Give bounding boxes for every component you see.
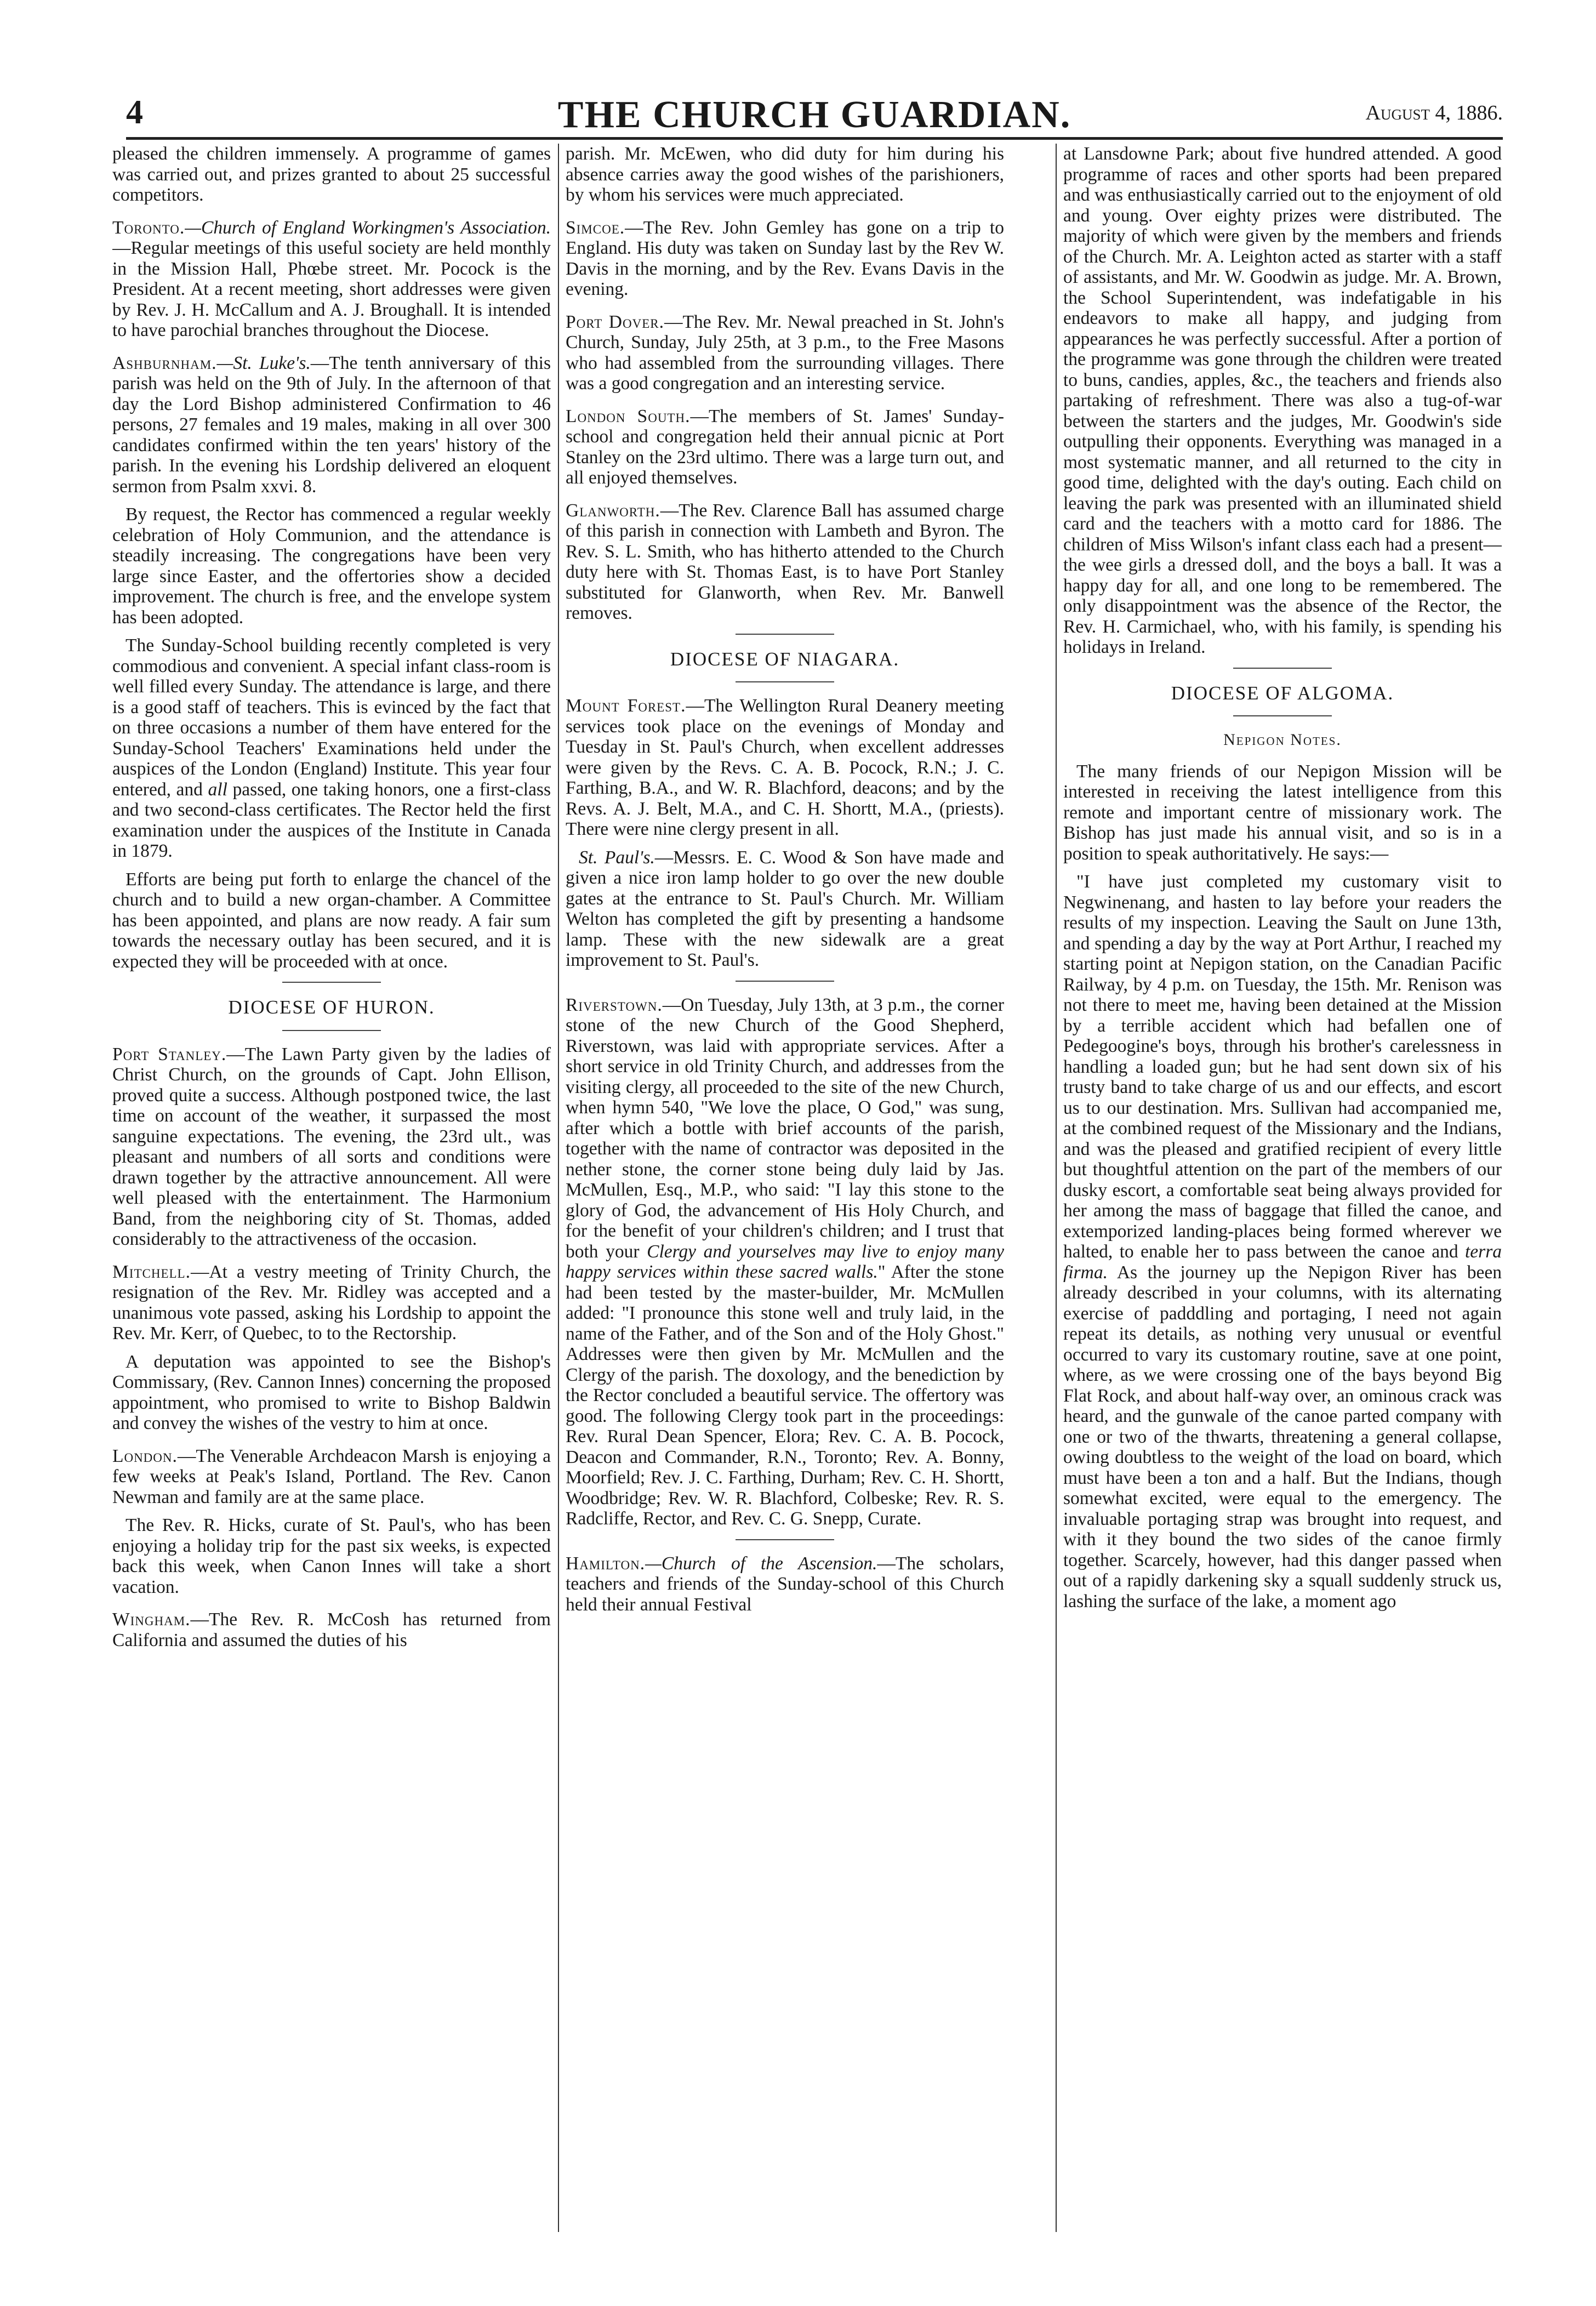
article-body: —Regular meetings of this useful society are held monthly in the Mission Hall, Phœbe street. Mr. Pocock is the President. At a recent meeting, short addresses were given by Rev. J. H. McCallum and A. J. Broughall. It is intended to have parochial branches throughout the Diocese. bbox=[112, 238, 551, 340]
article-body: —The Rev. Clarence Ball has assumed charge of this parish in connection with Lambeth and Byron. The Rev. S. L. Smith, who has hitherto attended to the Church duty here with St. Thomas East, is to have Port Stanley substituted for Glanworth, when Rev. Mr. Banwell removes. bbox=[566, 500, 1004, 623]
subheading-nepigon-notes: Nepigon Notes. bbox=[1223, 731, 1342, 749]
column-1 bbox=[112, 144, 551, 2232]
article-body: —The scholars, teachers and friends of the Sunday-school of this Church held their annual Festival bbox=[566, 1553, 1004, 1615]
header-rule bbox=[126, 137, 1503, 140]
article-body: —The Lawn Party given by the ladies of Christ Church, on the grounds of Capt. John Ellison, proved quite a success. Although postponed twice, the last time on account of the weather, it surpassed the most sanguine expectations. The evening, the 23rd ult., was pleasant and numbers of all sorts and conditions were drawn together by the attractive announcement. All were well pleased with the entertainment. The Harmonium Band, from the neighboring city of St. Thomas, added considerably to the attractiveness of the occasion. bbox=[112, 1044, 551, 1249]
section-heading-niagara: DIOCESE OF NIAGARA. bbox=[670, 648, 900, 670]
place-heading: Hamilton. bbox=[566, 1553, 646, 1574]
text-run: The Sunday-School building recently completed is very commodious and convenient. A special infant class-room is well filled every Sunday. The attendance is large, and there is a good staff of teachers. This is evinced by the fact that on three occasions a number of them have entered for the Sunday-School Teachers' Examinations held under the auspices of the London (England) Institute. This year four entered, and bbox=[112, 635, 551, 800]
article-st-pauls bbox=[566, 847, 1004, 971]
article-port-stanley bbox=[112, 1044, 551, 1250]
article-subtitle: St. Paul's. bbox=[579, 847, 655, 868]
article-hamilton bbox=[566, 1553, 1004, 1615]
article-london-south bbox=[566, 406, 1004, 488]
place-heading: Glanworth. bbox=[566, 500, 660, 521]
article-body: —At a vestry meeting of Trinity Church, the resignation of the Rev. Mr. Ridley was accepted and a unanimous vote passed, asking his Lordship to appoint the Rev. Mr. Kerr, of Quebec, to to the Rectorship. bbox=[112, 1261, 551, 1343]
article-ashburnham bbox=[112, 353, 551, 497]
section-rule bbox=[1233, 668, 1332, 669]
emphasis: terra firma. bbox=[1063, 1242, 1502, 1283]
place-heading: Port Stanley. bbox=[112, 1044, 227, 1064]
article-body: —The Rev. Mr. Newal preached in St. John's Church, Sunday, July 25th, at 3 p.m., to the Free Masons who had assembled from the surrounding villages. There was a good congregation and an interesting service. bbox=[566, 311, 1004, 394]
place-heading: Ashburnham. bbox=[112, 352, 217, 373]
section-rule bbox=[736, 681, 834, 682]
article-glanworth bbox=[566, 500, 1004, 624]
place-heading: Mount Forest. bbox=[566, 696, 686, 716]
place-heading: Toronto. bbox=[112, 217, 185, 238]
article-mitchell bbox=[112, 1262, 551, 1344]
place-heading: Riverstown. bbox=[566, 994, 663, 1015]
paragraph: The many friends of our Nepigon Mission will be interested in receiving the latest intelligence from this remote and important centre of missionary work. The Bishop has just made his annual visit, and so is in a position to speak authoritatively. He says:— bbox=[1063, 761, 1502, 864]
article-body: —The Wellington Rural Deanery meeting services took place on the evenings of Monday and Tuesday in St. Paul's Church, when excellent addresses were given by the Revs. C. A. B. Pocock, R.N.; J. C. Farthing, B.A., and W. R. Blachford, deacons; and by the Revs. A. J. Belt, M.A., and C. H. Shortt, M.A., (priests). There were nine clergy present in all. bbox=[566, 696, 1004, 839]
article-mount-forest bbox=[566, 696, 1004, 840]
column-rule bbox=[558, 144, 559, 2232]
place-heading: London. bbox=[112, 1445, 178, 1466]
page-number: 4 bbox=[126, 94, 143, 131]
text-run: passed, one taking honors, one a first-class and two second-class certificates. The Rector held the first examination under the auspices of the Institute in Canada in 1879. bbox=[112, 779, 551, 861]
article-body: —On Tuesday, July 13th, at 3 p.m., the corner stone of the new Church of the Good Shepherd, Riverstown, was laid with appropriate services. After a short service in old Trinity Church, and addresses from the visiting clergy, all proceeded to the site of the new Church, when hymn 540, "We love the place, O God," was sung, after which a bottle with brief accounts of the parish, together with the name of contractor was deposited in the nether stone, the corner stone being duly laid by Jas. McMullen, Esq., M.P., who said: "I lay this stone to the glory of God, the advancement of His Holy Church, and for the benefit of your children's children; and I trust that both your bbox=[566, 994, 1004, 1262]
article-subtitle: —Church of England Workingmen's Association. bbox=[185, 217, 551, 238]
emphasis: all bbox=[208, 779, 227, 800]
article-body: —The Venerable Archdeacon Marsh is enjoying a few weeks at Peak's Island, Portland. The Rev. Canon Newman and family are at the same place. bbox=[112, 1445, 551, 1507]
paragraph: pleased the children immensely. A programme of games was carried out, and prizes granted to about 25 successful competitors. bbox=[112, 144, 551, 205]
paragraph: By request, the Rector has commenced a regular weekly celebration of Holy Communion, and the attendance is steadily increasing. The congregations have been very large since Easter, and the offertories show a decided improvement. The church is free, and the envelope system has been adopted. bbox=[112, 504, 551, 628]
section-rule bbox=[1233, 715, 1332, 716]
article-subtitle: —St. Luke's. bbox=[216, 352, 311, 373]
paragraph: The Rev. R. Hicks, curate of St. Paul's, who has been enjoying a holiday trip for the past six weeks, is expected back this week, when Canon Innes will take a short vacation. bbox=[112, 1515, 551, 1597]
place-heading: London South. bbox=[566, 406, 691, 426]
column-rule bbox=[1056, 144, 1057, 2232]
section-rule bbox=[736, 634, 834, 635]
article-body: —The Rev. John Gemley has gone on a trip to England. His duty was taken on Sunday last by the Rev W. Davis in the morning, and by the Rev. Evans Davis in the evening. bbox=[566, 217, 1004, 299]
article-body: —The members of St. James' Sunday-school and congregation held their annual picnic at Port Stanley on the 23rd ultimo. There was a large turn out, and all enjoyed themselves. bbox=[566, 406, 1004, 488]
article-body: " After the stone had been tested by the master-builder, Mr. McMullen added: "I pronounce this stone well and truly laid, in the name of the Father, and of the Son and of the Holy Ghost." Addresses were then given by Mr. McMullen and the Clergy of the parish. The doxology, and the benediction by the Rector concluded a beautiful service. The offertory was good. The following Clergy took part in the proceedings: Rev. Rural Dean Spencer, Elora; Rev. C. A. B. Pocock, Deacon and Commander, R.N., Toronto; Rev. A. Bonny, Moorfield; Rev. J. C. Farthing, Durham; Rev. C. H. Shortt, Woodbridge; Rev. W. R. Blachford, Colbeske; Rev. R. S. Radcliffe, Rector, and Rev. C. G. Snepp, Curate. bbox=[566, 1262, 1004, 1529]
article-wingham bbox=[112, 1609, 551, 1650]
place-heading: Port Dover. bbox=[566, 311, 664, 332]
column-2 bbox=[566, 144, 1004, 2232]
article-london bbox=[112, 1446, 551, 1508]
section-heading-algoma: DIOCESE OF ALGOMA. bbox=[1171, 682, 1394, 704]
article-simcoe bbox=[566, 218, 1004, 300]
section-heading-huron: DIOCESE OF HURON. bbox=[228, 997, 435, 1018]
paragraph: A deputation was appointed to see the Bishop's Commissary, (Rev. Cannon Innes) concerning the proposed appointment, who promised to write to Bishop Baldwin and convey the wishes of the vestry to him at once. bbox=[112, 1351, 551, 1433]
emphasis: Clergy and yourselves may live to enjoy many happy services within these sacred walls. bbox=[566, 1241, 1004, 1282]
section-rule bbox=[282, 982, 381, 983]
text-run: As the journey up the Nepigon River has been already described in your columns, with its alternating exercise of padddling and portaging, I need not again repeat its details, as nothing very unusual or eventful occurred to vary its customary routine, save at one point, where, as we were crossing one of the bays beyond Big Flat Rock, and about half-way over, an ominous crack was heard, and the gunwale of the canoe parted company with one or two of the thwarts, threatening a general collapse, owing doubtless to the weight of the load on board, which must have been a ton and a half. But the Indians, though somewhat excited, were equal to the emergency. The invaluable portaging strap was brought into request, and with it they bound the two sides of the canoe firmly together. Scarcely, however, had this danger passed when out of a rapidly darkening sky a squall suddenly struck us, lashing the surface of the lake, a moment ago bbox=[1063, 1262, 1502, 1612]
paragraph: parish. Mr. McEwen, who did duty for him during his absence carries away the good wishes of the parishioners, by whom his services were much appreciated. bbox=[566, 144, 1004, 205]
article-riverstown bbox=[566, 995, 1004, 1529]
section-rule bbox=[736, 981, 834, 982]
section-rule bbox=[282, 1030, 381, 1031]
article-body: —Messrs. E. C. Wood & Son have made and given a nice iron lamp holder to go over the new double gates at the entrance to St. Paul's Church. Mr. William Welton has completed the gift by presenting a handsome lamp. These with the new sidewalk are a great improvement to St. Paul's. bbox=[566, 847, 1004, 970]
paragraph bbox=[112, 635, 551, 862]
place-heading: Wingham. bbox=[112, 1609, 191, 1630]
article-body: —The tenth anniversary of this parish was held on the 9th of July. In the afternoon of that day the Lord Bishop administered Confirmation to 46 persons, 27 females and 19 males, making in all over 300 candidates confirmed within the ten years' history of the parish. In the evening his Lordship delivered an eloquent sermon from Psalm xxvi. 8. bbox=[112, 352, 551, 497]
paper-title: THE CHURCH GUARDIAN. bbox=[557, 94, 1071, 136]
paragraph bbox=[1063, 872, 1502, 1612]
place-heading: Mitchell. bbox=[112, 1261, 191, 1282]
issue-date: August 4, 1886. bbox=[1365, 101, 1503, 124]
text-run: "I have just completed my customary visit to Negwinenang, and hasten to lay before your readers the results of my inspection. Leaving the Sault on June 13th, and spending a day by the way at Port Arthur, I reached my starting point at Nepigon station, on the Canadian Pacific Railway, by 4 p.m. on Tuesday, the 15th. Mr. Renison was not there to meet me, having been detained at the Mission by a terrible accident which had befallen one of Pedegoogine's boys, through his brother's carelessness in handling a loaded gun; but he had sent down six of his trusty band to take charge of us and our effects, and escort us to our destination. Mrs. Sullivan had accompanied me, at the combined request of the Missionary and the Indians, and was the pleased and gratified recipient of every little but thoughtful attention on the part of the members of our dusky escort, a comfortable seat being always provided for her among the mass of baggage that filled the canoe, and extemporized landing-places being formed wherever we halted, to enable her to pass between the canoe and bbox=[1063, 872, 1502, 1262]
article-body: —The Rev. R. McCosh has returned from California and assumed the duties of his bbox=[112, 1609, 551, 1650]
paragraph: at Lansdowne Park; about five hundred attended. A good programme of races and other sports had been prepared and was enthusiastically carried out to the enjoyment of old and young. Over eighty prizes were distributed. The majority of which were given by the members and friends of the Church. Mr. A. Leighton acted as starter with a staff of assistants, and Mr. W. Goodwin as judge. Mr. A. Brown, the School Superintendent, was indefatigable in his endeavors to make all happy, and judging from appearances he was perfectly successful. After a portion of the programme was gone through the children were treated to buns, candies, apples, &c., the teachers and friends also partaking of refreshment. There was also a tug-of-war between the starters and the judges, Mr. Goodwin's side outpulling their opponents. Everything was managed in a most systematic manner, and all returned to the city in good time, delighted with the day's outing. Each child on leaving the park was presented with an illuminated shield card and the teachers with a motto card for 1886. The children of Miss Wilson's infant class each had a present—the wee girls a dressed doll, and the boys a ball. It was a happy day for all, and one long to be remembered. The only disappointment was the absence of the Rector, the Rev. H. Carmichael, who, with his family, is spending his holidays in Ireland. bbox=[1063, 144, 1502, 657]
article-port-dover bbox=[566, 312, 1004, 394]
column-3 bbox=[1063, 144, 1502, 2232]
section-rule bbox=[736, 1539, 834, 1540]
paragraph: Efforts are being put forth to enlarge the chancel of the church and to build a new organ-chamber. A Committee has been appointed, and plans are now ready. A fair sum towards the necessary outlay has been secured, and it is expected they will be proceeded with at once. bbox=[112, 869, 551, 972]
place-heading: Simcoe. bbox=[566, 217, 625, 238]
article-subtitle: —Church of the Ascension. bbox=[645, 1553, 877, 1574]
article-toronto bbox=[112, 218, 551, 341]
